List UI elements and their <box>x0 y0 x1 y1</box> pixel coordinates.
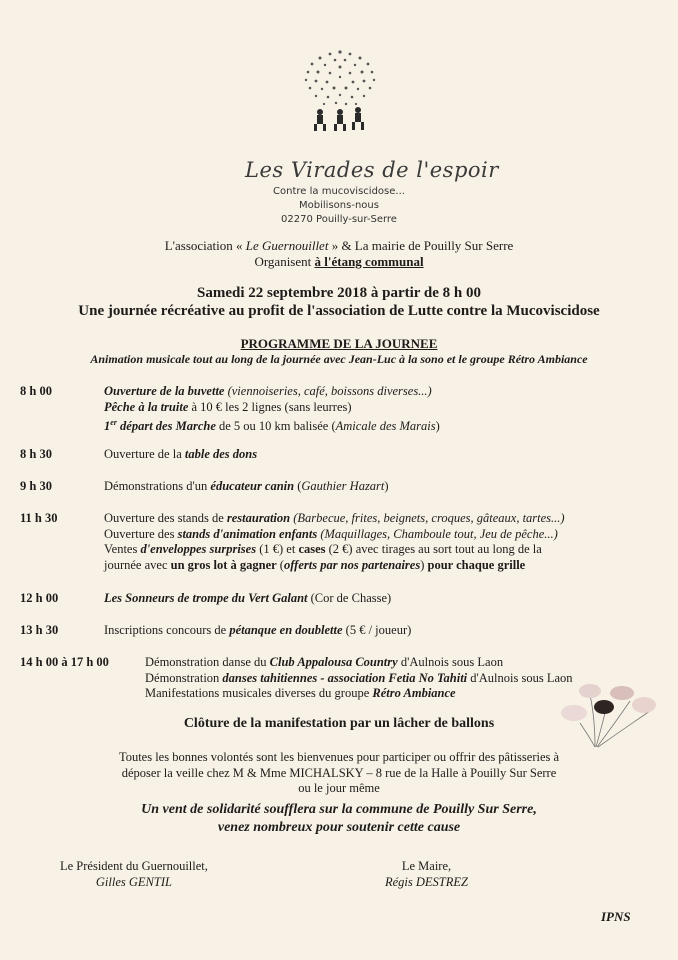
appeal-text: Un vent de solidarité soufflera sur la commune de Pouilly Sur Serre, venez nombreux pour soutenir cette cause <box>141 802 537 835</box>
place: 02270 Pouilly-sur-Serre <box>281 214 397 225</box>
organisers-line: Organisent à l'étang communal <box>254 254 424 269</box>
signature-right: Le Maire, Régis DESTREZ <box>385 859 468 889</box>
flyer-page: Les Virades de l'espoir Contre la mucoviscidose... Mobilisons-nous 02270 Pouilly-sur-Serre L'association « Le Guernouillet » & La mairie de Pouilly Sur Serre Organisent à l'étang communal Samedi 22 septembre 2018 à partir de 8 h 00 Une journée récréative au profit de l'association de Lutte contre la Mucoviscidose PROGRAMME DE LA JOURNEE Animation musicale tout au long de la journée avec Jean-Luc à la sono et le groupe Rétro Ambiance 8 h 00 Ouverture de la buvette (viennoiseries, café, boissons diverses...) Pêche à la truite à 10 € les 2 lignes (sans leurres) 1er départ des Marche de 5 ou 10 km balisée (Amicale des Marais) 8 h 30 Ouverture de la table des dons 9 h 30 Démonstrations d'un éducateur canin (Gauthier Hazart) 11 h 30 Ouverture des stands de restauration (Barbecue, frites, beignets, croques, gâteaux, tartes...) Ouverture des stands d'animation enfants (Maquillages, Chamboule tout, Jeu de pêche...) Ventes d'enveloppes surprises (1 €) et cases (2 €) avec tirages au sort tout au long de la journée avec un gros lot à gagner (offerts par nos partenaires) pour chaque grille 12 h 00 Les Sonneurs de trompe du Vert Galant (Cor de Chasse) 13 h 30 Inscriptions concours de pétanque en doublette (5 € / joueur) 14 h 00 à 17 h 00 Démonstration danse du Club Appalousa Country d'Aulnois sous Laon Démonstration danses tahitiennes - association Fetia No Tahiti d'Aulnois sous Laon Manifestations musicales diverses du groupe Rétro Ambiance Clôture de la manifestation par un lâcher de ballons Toutes les bonnes volontés sont les bienvenues pour participer ou offrir des pâtisseries à déposer la veille chez M & Mme MICHALSKY – 8 rue de la Halle à Pouilly Sur Serre ou le jour même Un vent de solidarité soufflera sur la commune de Pouilly Sur Serre, venez nombreux pour soutenir cette cause Le Président du Guernouillet, Gilles GENTIL Le Maire, Régis DESTREZ IPNS <box>0 0 678 960</box>
volunteers-text: Toutes les bonnes volontés sont les bienvenues pour participer ou offrir des pâtisseries à déposer la veille chez M & Mme MICHALSKY – 8 rue de la Halle à Pouilly Sur Serre ou le jour même <box>118 750 560 795</box>
signature-left: Le Président du Guernouillet, Gilles GENTIL <box>60 859 208 889</box>
tree-logo-icon <box>270 42 410 132</box>
programme-title: PROGRAMME DE LA JOURNEE <box>240 336 438 351</box>
event-date: Samedi 22 septembre 2018 à partir de 8 h 00 <box>196 285 482 301</box>
association-line: L'association « Le Guernouillet » & La mairie de Pouilly Sur Serre <box>164 238 514 253</box>
brand-name: Les Virades de l'espoir <box>245 158 499 182</box>
tagline-1: Contre la mucoviscidose... <box>273 186 405 197</box>
tagline-2: Mobilisons-nous <box>299 200 379 211</box>
ipns-footer: IPNS <box>601 909 631 924</box>
closing-line: Clôture de la manifestation par un lâcher de ballons <box>183 716 495 731</box>
event-headline: Une journée récréative au profit de l'association de Lutte contre la Mucoviscidose <box>78 303 600 319</box>
programme-subtitle: Animation musicale tout au long de la journée avec Jean-Luc à la sono et le groupe Rétro Ambiance <box>90 352 588 366</box>
